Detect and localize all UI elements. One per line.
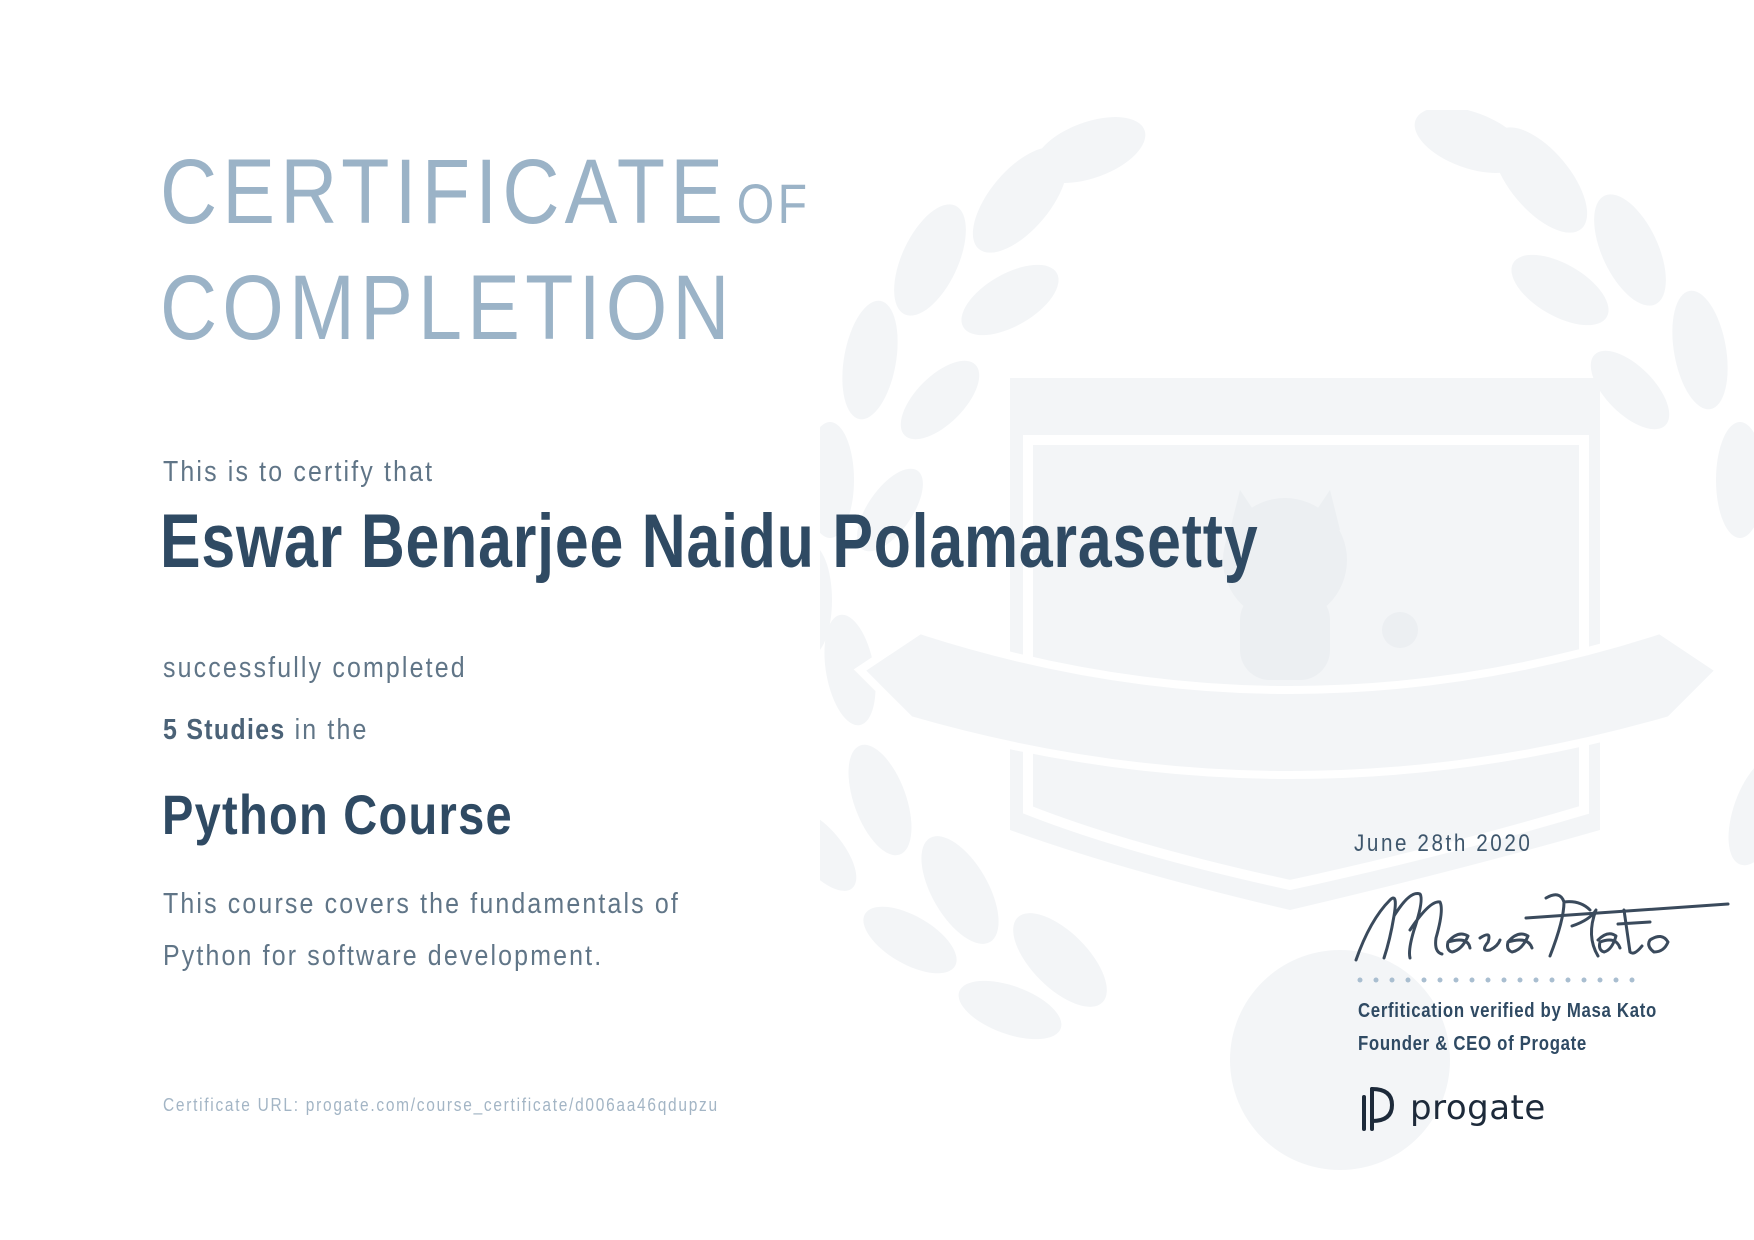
title-line-1	[160, 140, 811, 256]
signature-caption	[1358, 995, 1657, 1061]
description-line-2: Python for software development.	[163, 940, 604, 972]
title-word-certificate: CERTIFICATE	[160, 141, 729, 243]
studies-count: 5 Studies	[163, 714, 286, 746]
brand-name: progate	[1410, 1088, 1546, 1128]
signature-image	[1350, 880, 1730, 990]
certificate-url: Certificate URL: progate.com/course_certificate/d006aa46qdupzu	[163, 1095, 719, 1115]
progate-logo-icon	[1360, 1083, 1396, 1133]
signer-title-line: Founder & CEO of Progate	[1358, 1033, 1587, 1055]
course-name: Python Course	[162, 783, 513, 846]
recipient-name: Eswar Benarjee Naidu Polamarasetty	[160, 499, 1259, 584]
completion-date: June 28th 2020	[1354, 830, 1533, 857]
certify-text: This is to certify that	[163, 456, 435, 488]
certificate-title	[160, 140, 811, 360]
verified-by-line: Cerfitication verified by Masa Kato	[1358, 1000, 1657, 1022]
studies-line	[163, 714, 368, 747]
title-word-of: OF	[736, 172, 811, 235]
title-word-completion: COMPLETION	[160, 257, 735, 359]
studies-suffix: in the	[294, 714, 369, 746]
description-line-1: This course covers the fundamentals of	[163, 888, 680, 920]
course-description	[163, 878, 782, 982]
completed-text: successfully completed	[163, 652, 467, 684]
progate-brand	[1360, 1083, 1546, 1133]
